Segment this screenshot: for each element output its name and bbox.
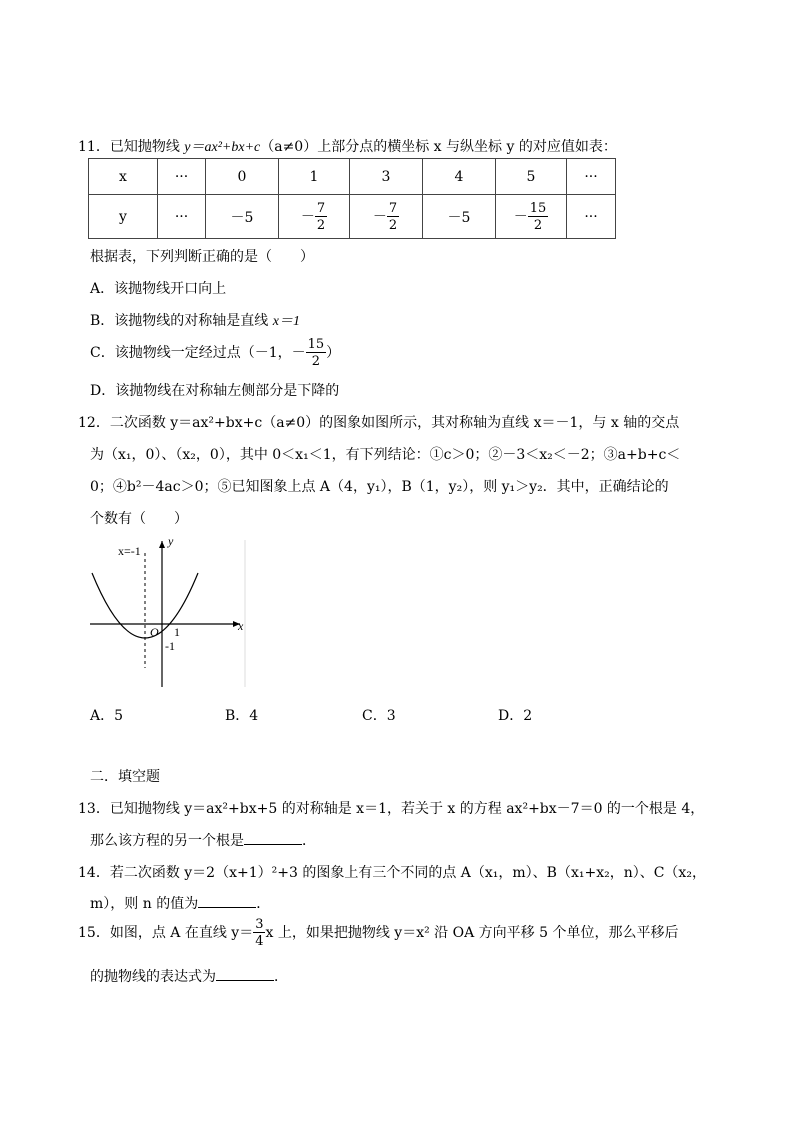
q13-line2 [90, 830, 316, 850]
option-b-equation: x＝1 [272, 314, 300, 329]
table-cell: ··· [158, 195, 206, 239]
q13-number: 13． [78, 801, 110, 817]
q15-line2 [90, 966, 288, 986]
q14-line2 [90, 893, 270, 913]
q11-condition: （a≠0）上部分点的横坐标 x 与纵坐标 y 的 [260, 139, 533, 155]
section-title: 二．填空题 [90, 769, 160, 785]
q14-line1 [78, 862, 706, 882]
fraction-numerator: 15 [529, 200, 547, 216]
q11-stem-pre: 已知抛物线 [109, 139, 185, 155]
q11-number: 11． [78, 139, 110, 155]
x-axis-label: x [238, 619, 244, 633]
q11-stem-post: 对应值如表： [532, 139, 617, 155]
q12-line4: 个数有（ ） [90, 511, 188, 527]
table-cell: 1 [279, 159, 350, 195]
fraction-numerator: 7 [316, 200, 326, 216]
y-axis-arrow [159, 541, 165, 548]
table-cell: －5 [423, 195, 496, 239]
option-c-close: ） [326, 345, 341, 361]
fraction [306, 338, 327, 368]
fraction-denominator: 2 [388, 217, 398, 233]
table-cell: ··· [158, 159, 206, 195]
q14-text2: m），则 n 的值为 [90, 896, 199, 912]
one-label: 1 [174, 625, 180, 639]
table-cell: y [89, 195, 158, 239]
answer-blank [216, 968, 274, 981]
fraction [253, 918, 265, 948]
q12-text: 二次函数 y＝ax²+bx+c（a≠0）的图象如图所示，其对称轴为直线 x＝－1，与 x 轴的交点 [109, 415, 680, 431]
table-cell: 0 [206, 159, 279, 195]
fraction-denominator: 2 [533, 217, 543, 233]
table-cell: －5 [206, 195, 279, 239]
table-cell: 3 [350, 159, 423, 195]
q12-line2: 为（x₁，0）、（x₂，0），其中 0＜x₁＜1，有下列结论：①c＞0；②－3＜x₂＜－2；③a+b+c＜ [90, 447, 681, 463]
q11-option-b [90, 310, 300, 330]
table-cell: 4 [423, 159, 496, 195]
option-b-text: B．该抛物线的对称轴是直线 [90, 313, 273, 329]
origin-label: O [150, 625, 159, 639]
parabola-curve [92, 573, 198, 638]
q11-equation: y＝ax²+bx+c [184, 140, 261, 155]
q12-option-a: A．5 [90, 708, 124, 724]
fraction-numerator: 15 [307, 337, 325, 352]
q12-option-b: B．4 [225, 708, 259, 724]
fraction-numerator: 7 [388, 200, 398, 216]
q11-option-d: D．该抛物线在对称轴左侧部分是下降的 [90, 383, 340, 399]
fraction-numerator: 3 [255, 917, 264, 932]
q12-option-d: D．2 [498, 708, 533, 724]
fraction-sign: － [372, 208, 387, 225]
value-table [88, 158, 616, 239]
q14-number: 14． [78, 865, 110, 881]
q12-line1 [78, 412, 679, 432]
q13-line1 [78, 798, 704, 818]
q13-text: 已知抛物线 y＝ax²+bx+5 的对称轴是 x＝1，若关于 x 的方程 ax²+bx－7＝0 的一个根是 4， [109, 801, 705, 817]
symmetry-label: x=-1 [118, 544, 141, 558]
fraction [387, 202, 399, 232]
q15-end: ． [274, 969, 288, 985]
answer-blank [198, 895, 256, 908]
table-cell-fraction [279, 195, 350, 239]
parabola-graph [82, 535, 252, 695]
q11-option-a: A．该抛物线开口向上 [90, 281, 227, 297]
q15-text-pre: 如图，点 A 在直线 y＝ [109, 925, 254, 941]
table-row-y [89, 195, 616, 239]
fraction-sign: － [513, 208, 528, 225]
table-cell: ··· [567, 159, 616, 195]
q12-line3: 0；④b²－4ac＞0；⑤已知图象上点 A（4，y₁），B（1，y₂），则 y₁＞y₂．其中，正确结论的 [90, 479, 669, 495]
table-cell-fraction [350, 195, 423, 239]
q15-number: 15． [78, 925, 110, 941]
table-cell: ··· [567, 195, 616, 239]
table-row-x [89, 159, 616, 195]
q15-text2: 的抛物线的表达式为 [90, 969, 216, 985]
q11-stem [78, 136, 617, 156]
fraction-denominator: 2 [316, 217, 326, 233]
fraction [315, 202, 327, 232]
q12-option-c: C．3 [362, 708, 396, 724]
q14-end: ． [256, 896, 271, 912]
fraction-sign: － [300, 208, 315, 225]
q13-end: ． [302, 833, 316, 849]
q15-text-post: x 上，如果把抛物线 y＝x² 沿 OA 方向平移 5 个单位，那么平移后 [265, 925, 679, 941]
q14-text: 若二次函数 y＝2（x+1）²+3 的图象上有三个不同的点 A（x₁，m）、B（x₁+x₂，n）、C（x₂， [109, 865, 706, 881]
table-cell: x [89, 159, 158, 195]
fraction-sign: － [291, 345, 306, 361]
fraction-denominator: 4 [255, 934, 264, 949]
q15-line1 [78, 918, 678, 948]
fraction [528, 202, 549, 232]
q13-text2: 那么该方程的另一个根是 [90, 833, 244, 849]
table-cell-fraction [496, 195, 567, 239]
q11-question: 根据表，下列判断正确的是（ ） [90, 249, 314, 265]
q12-number: 12． [78, 415, 110, 431]
fraction-denominator: 2 [311, 354, 321, 369]
answer-blank [244, 832, 302, 845]
option-c-text: C．该抛物线一定经过点（－1， [90, 345, 292, 361]
q11-option-c [90, 338, 340, 368]
table-cell: 5 [496, 159, 567, 195]
neg-one-label: -1 [165, 639, 175, 653]
y-axis-label: y [168, 535, 174, 548]
